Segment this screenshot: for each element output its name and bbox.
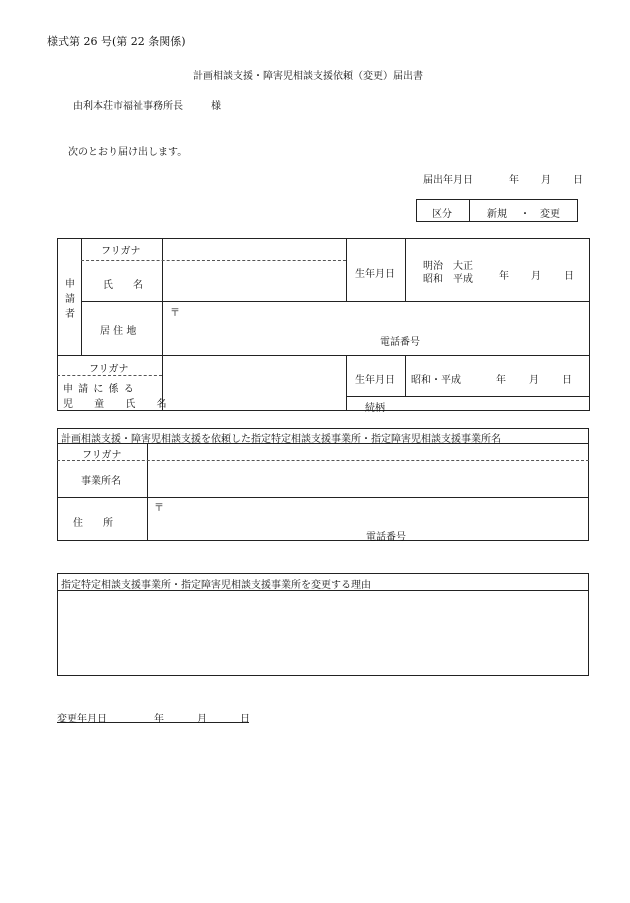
divider: [346, 238, 347, 301]
divider: [346, 396, 590, 397]
applicant-furigana-field[interactable]: [164, 240, 344, 259]
form-number: 様式第 26 号(第 22 条関係): [47, 35, 186, 48]
category-new-option[interactable]: 新規: [487, 209, 507, 220]
applicant-furigana-label: フリガナ: [101, 246, 141, 257]
divider: [81, 301, 590, 302]
child-dob-year[interactable]: 年: [496, 375, 506, 386]
office-address-label: 住 所: [73, 518, 113, 529]
applicant-address-label: 居 住 地: [100, 326, 137, 337]
office-postal-mark: 〒: [154, 503, 164, 514]
divider: [405, 355, 406, 396]
office-furigana-field[interactable]: [149, 445, 587, 459]
filing-date-label: 届出年月日: [423, 175, 473, 186]
divider: [81, 260, 346, 261]
office-furigana-label: フリガナ: [82, 450, 122, 461]
category-separator: ・: [520, 209, 530, 220]
divider: [57, 355, 590, 356]
intro-text: 次のとおり届け出します。: [68, 147, 188, 158]
filing-month[interactable]: 月: [541, 175, 551, 186]
reason-heading: 指定特定相談支援事業所・指定障害児相談支援事業所を変更する理由: [61, 580, 371, 591]
office-name-field[interactable]: [149, 462, 587, 496]
divider: [81, 238, 82, 355]
divider: [162, 238, 163, 411]
child-label-line-2: 児 童 氏 名: [63, 399, 171, 410]
child-furigana-label: フリガナ: [89, 364, 129, 375]
divider: [405, 238, 406, 301]
category-label: 区分: [432, 209, 452, 220]
applicant-label-char-1: 申: [65, 279, 75, 290]
child-name-field[interactable]: [164, 357, 344, 409]
child-era-options[interactable]: 昭和・平成: [411, 375, 461, 386]
office-heading: 計画相談支援・障害児相談支援を依頼した指定特定相談支援事業所・指定障害児相談支援事業所名: [61, 434, 501, 445]
office-phone-label: 電話番号: [366, 532, 406, 543]
applicant-dob-year[interactable]: 年: [499, 271, 509, 282]
divider: [469, 199, 470, 222]
child-dob-day[interactable]: 日: [562, 375, 572, 386]
applicant-address-field[interactable]: [182, 303, 588, 331]
applicant-dob-day[interactable]: 日: [564, 271, 574, 282]
divider: [57, 460, 589, 461]
honorific: 様: [211, 101, 221, 112]
applicant-phone-field[interactable]: [428, 331, 586, 351]
child-label-line-1: 申 請 に 係 る: [63, 384, 135, 395]
change-year[interactable]: 年: [154, 714, 164, 725]
office-address-field[interactable]: [166, 499, 587, 525]
child-dob-month[interactable]: 月: [529, 375, 539, 386]
applicant-label-char-2: 請: [65, 294, 75, 305]
divider: [57, 497, 589, 498]
document-title: 計画相談支援・障害児相談支援依頼（変更）届出書: [193, 71, 423, 82]
addressee: 由利本荘市福祉事務所長: [73, 101, 183, 112]
divider: [147, 443, 148, 541]
applicant-phone-label: 電話番号: [380, 337, 420, 348]
applicant-label-char-3: 者: [65, 309, 75, 320]
child-relation-field[interactable]: [407, 398, 588, 410]
child-dob-label: 生年月日: [355, 375, 395, 386]
postal-mark: 〒: [170, 308, 180, 319]
office-name-label: 事業所名: [81, 476, 121, 487]
applicant-dob-month[interactable]: 月: [531, 271, 541, 282]
reason-field[interactable]: [59, 592, 587, 674]
change-day[interactable]: 日: [240, 714, 250, 725]
office-phone-field[interactable]: [412, 526, 586, 540]
applicant-name-field[interactable]: [164, 262, 344, 300]
applicant-era-options-1[interactable]: 明治 大正: [423, 261, 473, 272]
child-relation-label: 続柄: [365, 403, 385, 414]
applicant-dob-label: 生年月日: [355, 269, 395, 280]
category-change-option[interactable]: 変更: [540, 209, 560, 220]
change-date-label: 変更年月日: [57, 714, 107, 725]
applicant-name-label: 氏 名: [103, 280, 143, 291]
filing-year[interactable]: 年: [509, 175, 519, 186]
divider: [57, 375, 162, 376]
change-month[interactable]: 月: [197, 714, 207, 725]
divider: [346, 355, 347, 411]
applicant-era-options-2[interactable]: 昭和 平成: [423, 274, 473, 285]
filing-day[interactable]: 日: [573, 175, 583, 186]
